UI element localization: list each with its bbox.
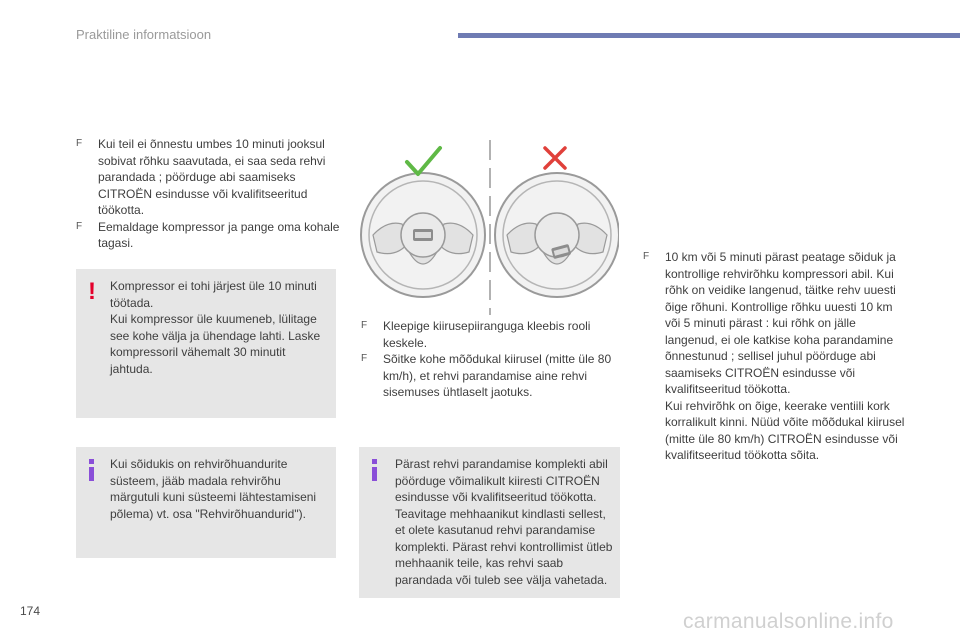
bullet-text: Kui teil ei õnnestu umbes 10 minuti jooksul sobivat rõhku saavutada, ei saa seda rehvi parandada ; pöörduge abi saamiseks CITROËN esindusse või kvalifitseeritud töökotta. — [98, 137, 326, 217]
cross-icon — [545, 148, 565, 168]
middle-bullet-list — [361, 318, 613, 401]
list-item — [76, 136, 344, 219]
bullet-icon: F — [76, 138, 83, 149]
right-bullet-list — [643, 249, 905, 464]
bullet-text: Eemaldage kompressor ja pange oma kohale tagasi. — [98, 219, 340, 250]
bullet-icon: F — [643, 251, 650, 262]
info-box-left — [76, 447, 336, 558]
bullet-text: 10 km või 5 minuti pärast peatage sõiduk ja kontrollige rehvirõhku kompressori abil. Kui rõhk on veidike langenud, täitke rehv uuesti õige rõhuni. Kontrollige rõhku uuesti 10 km või 5 minuti pärast : kui rõhk on jälle langenud, ei ole katkise koha parandamine õnnestunud ; sellisel juhul pöörduge abi saamiseks CITROËN esindusse või kvalifitseeritud töökotta. Kui rehvirõhk on õige, keerake ventiili kork korralikult kinni. Nüüd võite mõõdukal kiirusel (mitte üle 80 km/h) CITROËN esindusse või kvalifitseeritud töökotta sõita. — [665, 250, 905, 462]
warning-box — [76, 269, 336, 418]
watermark: carmanualsonline.info — [683, 610, 894, 633]
steering-wheel-illustration — [357, 140, 619, 315]
steering-wheel-correct — [361, 173, 485, 297]
bullet-text: Sõitke kohe mõõdukal kiirusel (mitte üle 80 km/h), et rehvi parandamise aine rehvi sisemuses ühtlaselt jaotuks. — [383, 352, 612, 399]
warning-text: Kompressor ei tohi järjest üle 10 minuti töötada. Kui kompressor üle kuumeneb, lülitage see kohe välja ja ühendage lahti. Laske kompressoril vähemalt 30 minutit jahtuda. — [110, 279, 321, 376]
checkmark-icon — [407, 148, 440, 174]
bullet-icon: F — [361, 353, 368, 364]
page-header-title: Praktiline informatsioon — [76, 27, 212, 42]
bullet-text: Kleepige kiirusepiiranguga kleebis rooli keskele. — [383, 319, 591, 350]
bullet-icon: F — [76, 220, 83, 232]
list-item — [643, 249, 905, 464]
warning-exclamation-icon: ! — [88, 278, 96, 305]
page-number: 174 — [20, 604, 41, 618]
bullet-icon: F — [361, 320, 368, 331]
list-item — [361, 318, 613, 351]
info-text: Pärast rehvi parandamise komplekti abil pöörduge võimalikult kiiresti CITROËN esindusse või kvalifitseeritud töökotta. Teavitage mehhaanikut kindlasti sellest, et olete kasutanud rehvi parandamise komplekti. Pärast rehvi kontrollimist ütleb mehhaanik teile, kas rehvi saab parandada või tuleb see välja vahetada. — [395, 457, 613, 587]
header-bar — [458, 33, 960, 38]
list-item — [361, 351, 613, 401]
list-item — [76, 219, 344, 252]
left-bullet-list — [76, 136, 344, 252]
info-box-middle — [359, 447, 620, 598]
info-text: Kui sõidukis on rehvirõhuandurite süsteem, jääb madala rehvirõhu märgutuli kuni süsteemi lähtestamiseni põlema) vt. osa "Rehvirõhuandurid"). — [110, 457, 317, 521]
steering-wheel-wrong — [495, 173, 619, 297]
